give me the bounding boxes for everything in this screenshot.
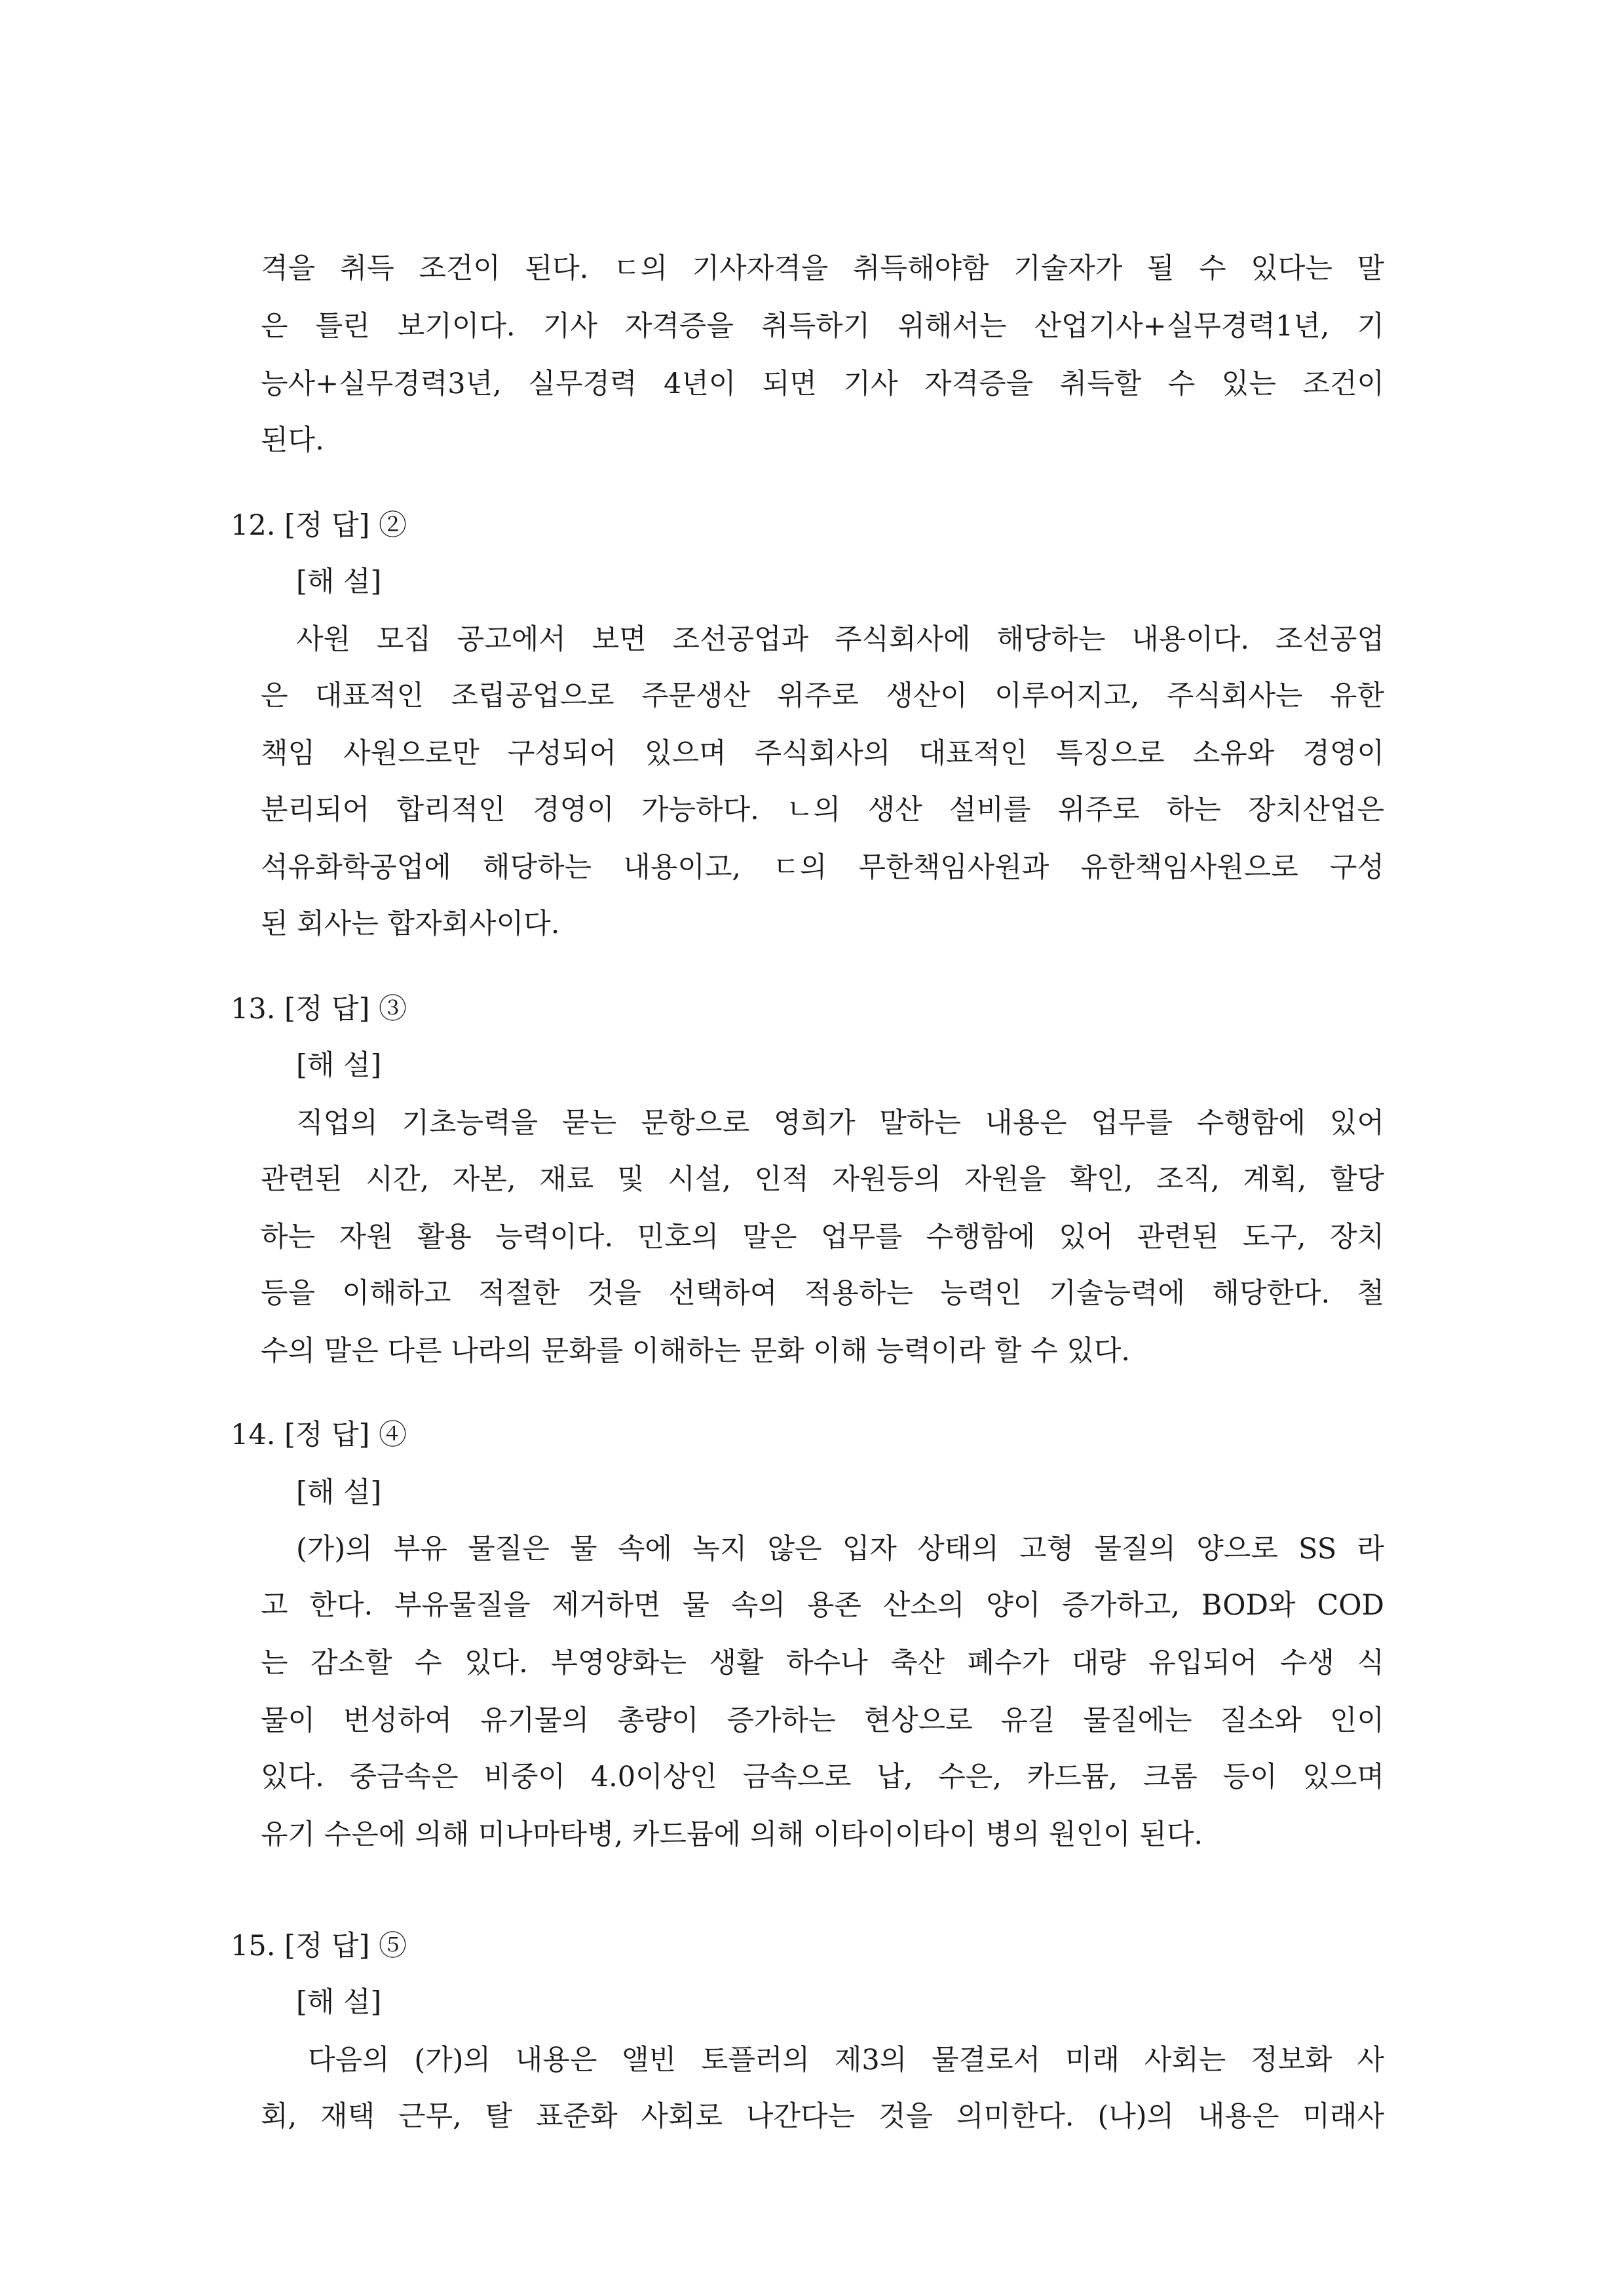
- explanation-label: [해 설]: [296, 1476, 382, 1509]
- paragraph-line: 관련된 시간, 자본, 재료 및 시설, 인적 자원등의 자원을 확인, 조직, 계획, 할당: [261, 1163, 1384, 1196]
- paragraph-line: 격을 취득 조건이 된다. ㄷ의 기사자격을 취득해야함 기술자가 될 수 있다는 말: [261, 252, 1384, 285]
- paragraph-line: 회, 재택 근무, 탈 표준화 사회로 나간다는 것을 의미한다. (나)의 내용은 미래사: [261, 2100, 1384, 2133]
- explanation-label: [해 설]: [296, 1986, 382, 2019]
- paragraph-line: 된다.: [261, 424, 324, 457]
- explanation-label: [해 설]: [296, 565, 382, 598]
- paragraph-line: 는 감소할 수 있다. 부영양화는 생활 하수나 축산 폐수가 대량 유입되어 수생 식: [261, 1647, 1384, 1679]
- paragraph-line: 유기 수은에 의해 미나마타병, 카드뮴에 의해 이타이이타이 병의 원인이 된다.: [261, 1818, 1203, 1851]
- paragraph-line: 다음의 (가)의 내용은 앨빈 토플러의 제3의 물결로서 미래 사회는 정보화 사: [308, 2044, 1384, 2076]
- paragraph-line: 석유화학공업에 해당하는 내용이고, ㄷ의 무한책임사원과 유한책임사원으로 구성: [261, 851, 1384, 884]
- answer-header-14: 14. [정 답] ④: [231, 1419, 407, 1451]
- paragraph-line: 은 틀린 보기이다. 기사 자격증을 취득하기 위해서는 산업기사+실무경력1년, 기: [261, 310, 1384, 343]
- paragraph-line: 능사+실무경력3년, 실무경력 4년이 되면 기사 자격증을 취득할 수 있는 조건이: [261, 368, 1384, 400]
- paragraph-line: 하는 자원 활용 능력이다. 민호의 말은 업무를 수행함에 있어 관련된 도구, 장치: [261, 1221, 1384, 1253]
- paragraph-line: 책임 사원으로만 구성되어 있으며 주식회사의 대표적인 특징으로 소유와 경영이: [261, 737, 1384, 770]
- paragraph-line: 사원 모집 공고에서 보면 조선공업과 주식회사에 해당하는 내용이다. 조선공업: [296, 623, 1384, 656]
- paragraph-line: 분리되어 합리적인 경영이 가능하다. ㄴ의 생산 설비를 위주로 하는 장치산업은: [261, 794, 1384, 826]
- paragraph-line: 은 대표적인 조립공업으로 주문생산 위주로 생산이 이루어지고, 주식회사는 유한: [261, 679, 1384, 712]
- paragraph-line: 직업의 기초능력을 묻는 문항으로 영희가 말하는 내용은 업무를 수행함에 있어: [296, 1107, 1384, 1139]
- paragraph-line: 고 한다. 부유물질을 제거하면 물 속의 용존 산소의 양이 증가하고, BOD와 COD: [261, 1589, 1384, 1622]
- paragraph-line: 수의 말은 다른 나라의 문화를 이해하는 문화 이해 능력이라 할 수 있다.: [261, 1335, 1131, 1368]
- paragraph-line: 있다. 중금속은 비중이 4.0이상인 금속으로 납, 수은, 카드뮴, 크롬 등이 있으며: [261, 1761, 1384, 1793]
- paragraph-line: 물이 번성하여 유기물의 총량이 증가하는 현상으로 유길 물질에는 질소와 인이: [261, 1704, 1384, 1737]
- paragraph-line: 등을 이해하고 적절한 것을 선택하여 적용하는 능력인 기술능력에 해당한다. 철: [261, 1277, 1384, 1310]
- answer-header-13: 13. [정 답] ③: [231, 993, 407, 1025]
- explanation-label: [해 설]: [296, 1049, 382, 1082]
- answer-header-12: 12. [정 답] ②: [231, 509, 407, 542]
- paragraph-line: 된 회사는 합자회사이다.: [261, 908, 560, 940]
- paragraph-line: (가)의 부유 물질은 물 속에 녹지 않은 입자 상태의 고형 물질의 양으로 SS 라: [296, 1533, 1384, 1565]
- answer-header-15: 15. [정 답] ⑤: [231, 1930, 407, 1962]
